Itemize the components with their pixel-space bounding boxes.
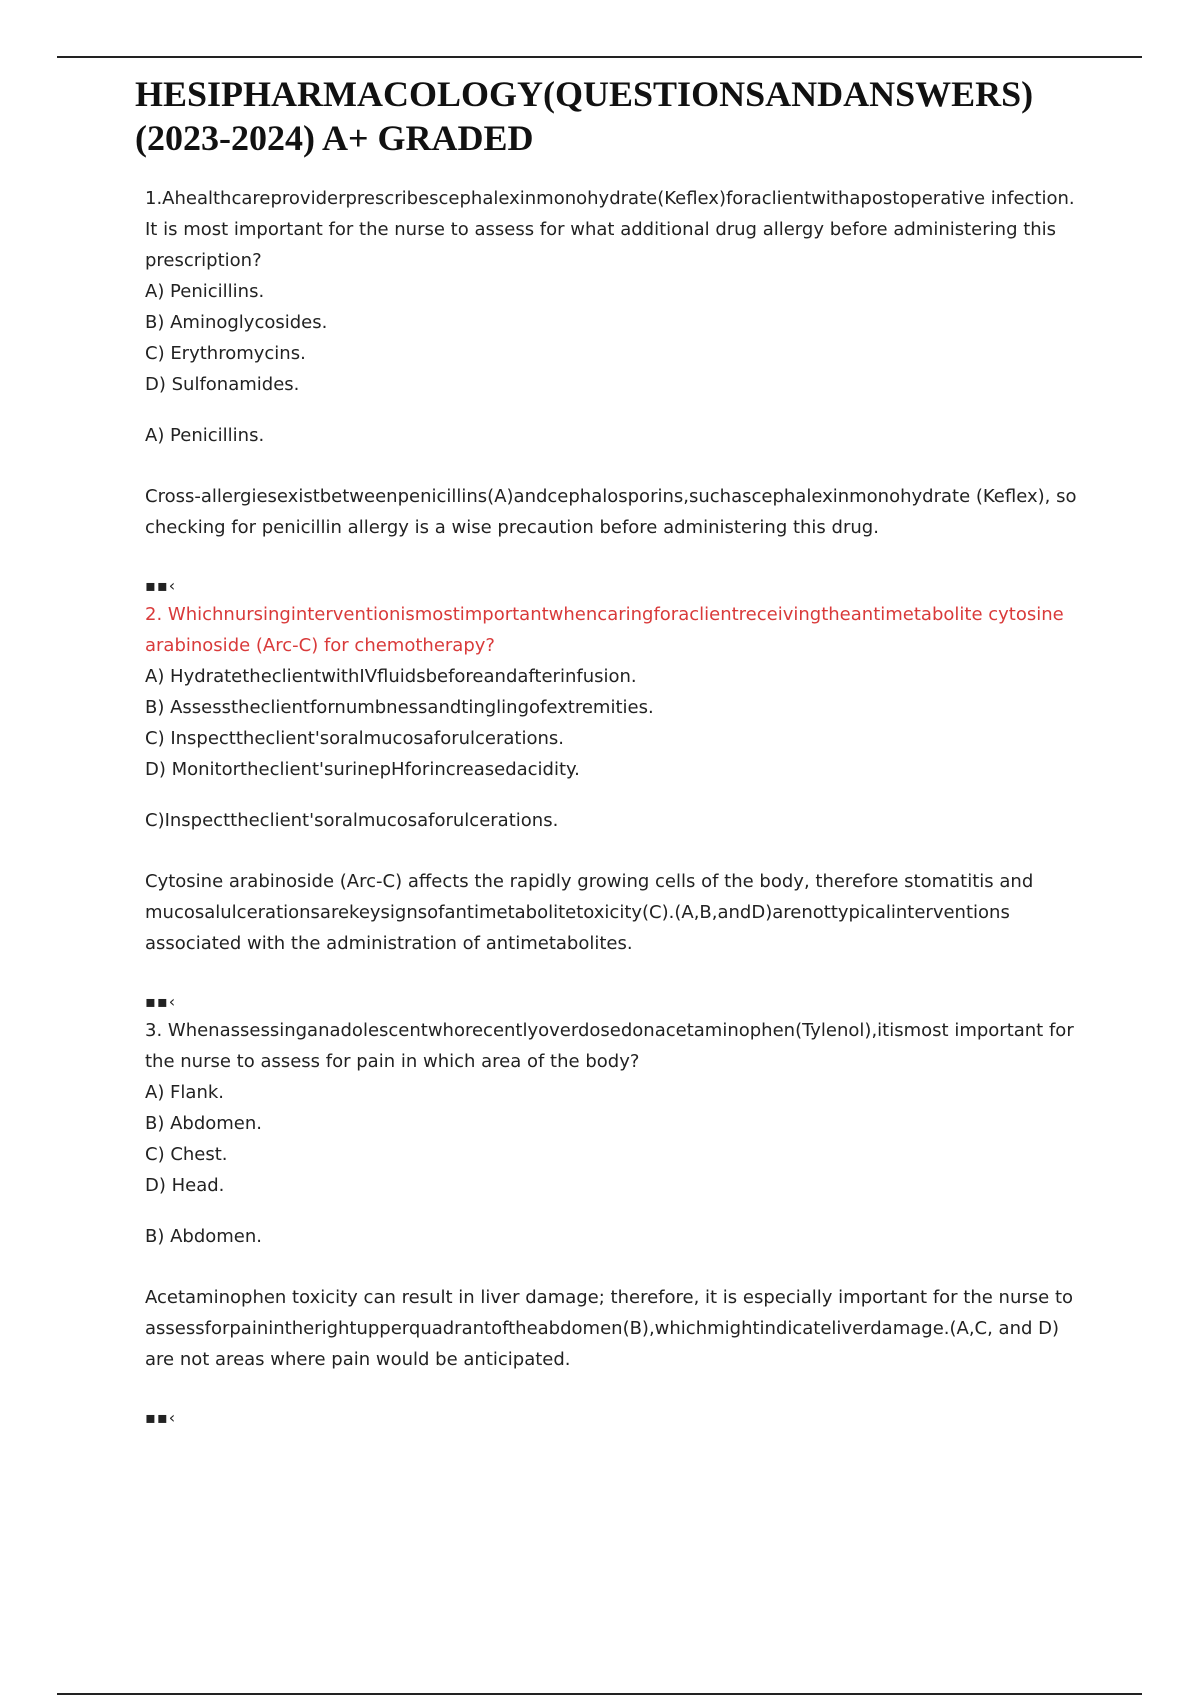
question-3-answer: B) Abdomen. xyxy=(145,1226,263,1247)
document-title: HESIPHARMACOLOGY(QUESTIONSANDANSWERS) (2023-2024) A+ GRADED xyxy=(135,74,1034,158)
option-b: B) Abdomen. xyxy=(145,1113,263,1134)
question-1-rationale: Cross-allergiesexistbetweenpenicillins(A)andcephalosporins,suchascephalexinmonohydrate (Keflex), so checking for penicillin allergy is a wise precaution before administering this drug. xyxy=(145,486,1077,538)
top-rule xyxy=(57,56,1142,58)
question-2 xyxy=(145,599,1085,1015)
separator-marker: ▪▪‹ xyxy=(145,1408,177,1427)
bottom-rule xyxy=(57,1693,1142,1695)
option-a: A) HydratetheclientwithIVfluidsbeforeandafterinfusion. xyxy=(145,666,637,687)
separator-marker: ▪▪‹ xyxy=(145,576,177,595)
option-d: D) Sulfonamides. xyxy=(145,374,300,395)
option-c: C) Chest. xyxy=(145,1144,228,1165)
question-3 xyxy=(145,1015,1085,1431)
question-3-options xyxy=(145,1077,1085,1201)
question-2-text: 2. Whichnursinginterventionismostimportantwhencaringforaclientreceivingtheantimetabolite cytosine arabinoside (Arc-C) for chemotherapy? xyxy=(145,604,1064,656)
question-2-rationale: Cytosine arabinoside (Arc-C) affects the rapidly growing cells of the body, therefore stomatitis and mucosalulcerationsarekeysignsofantimetabolitetoxicity(C).(A,B,andD)arenottypicalinterventions associated with the administration of antimetabolites. xyxy=(145,871,1034,954)
option-a: A) Flank. xyxy=(145,1082,224,1103)
option-d: D) Head. xyxy=(145,1175,225,1196)
option-c: C) Erythromycins. xyxy=(145,343,306,364)
qa-content xyxy=(145,183,1085,1431)
option-b: B) Assesstheclientfornumbnessandtinglingofextremities. xyxy=(145,697,654,718)
question-2-options xyxy=(145,661,1085,785)
question-1-options xyxy=(145,276,1085,400)
question-2-answer: C)Inspecttheclient'soralmucosaforulcerations. xyxy=(145,810,559,831)
option-b: B) Aminoglycosides. xyxy=(145,312,328,333)
option-c: C) Inspecttheclient'soralmucosaforulcerations. xyxy=(145,728,565,749)
separator-marker: ▪▪‹ xyxy=(145,992,177,1011)
question-1-text: 1.Ahealthcareproviderprescribescephalexinmonohydrate(Keflex)foraclientwithapostoperative infection. It is most important for the nurse to assess for what additional drug allergy before administering this prescription? xyxy=(145,188,1075,271)
question-1-answer: A) Penicillins. xyxy=(145,425,265,446)
question-3-text: 3. Whenassessinganadolescentwhorecentlyoverdosedonacetaminophen(Tylenol),itismost important for the nurse to assess for pain in which area of the body? xyxy=(145,1020,1074,1072)
option-a: A) Penicillins. xyxy=(145,281,265,302)
option-d: D) Monitortheclient'surinepHforincreasedacidity. xyxy=(145,759,580,780)
question-3-rationale: Acetaminophen toxicity can result in liver damage; therefore, it is especially important for the nurse to assessforpainintherightupperquadrantoftheabdomen(B),whichmightindicateliverdamage.(A,C, and D) are not areas where pain would be anticipated. xyxy=(145,1287,1074,1370)
question-1 xyxy=(145,183,1085,599)
